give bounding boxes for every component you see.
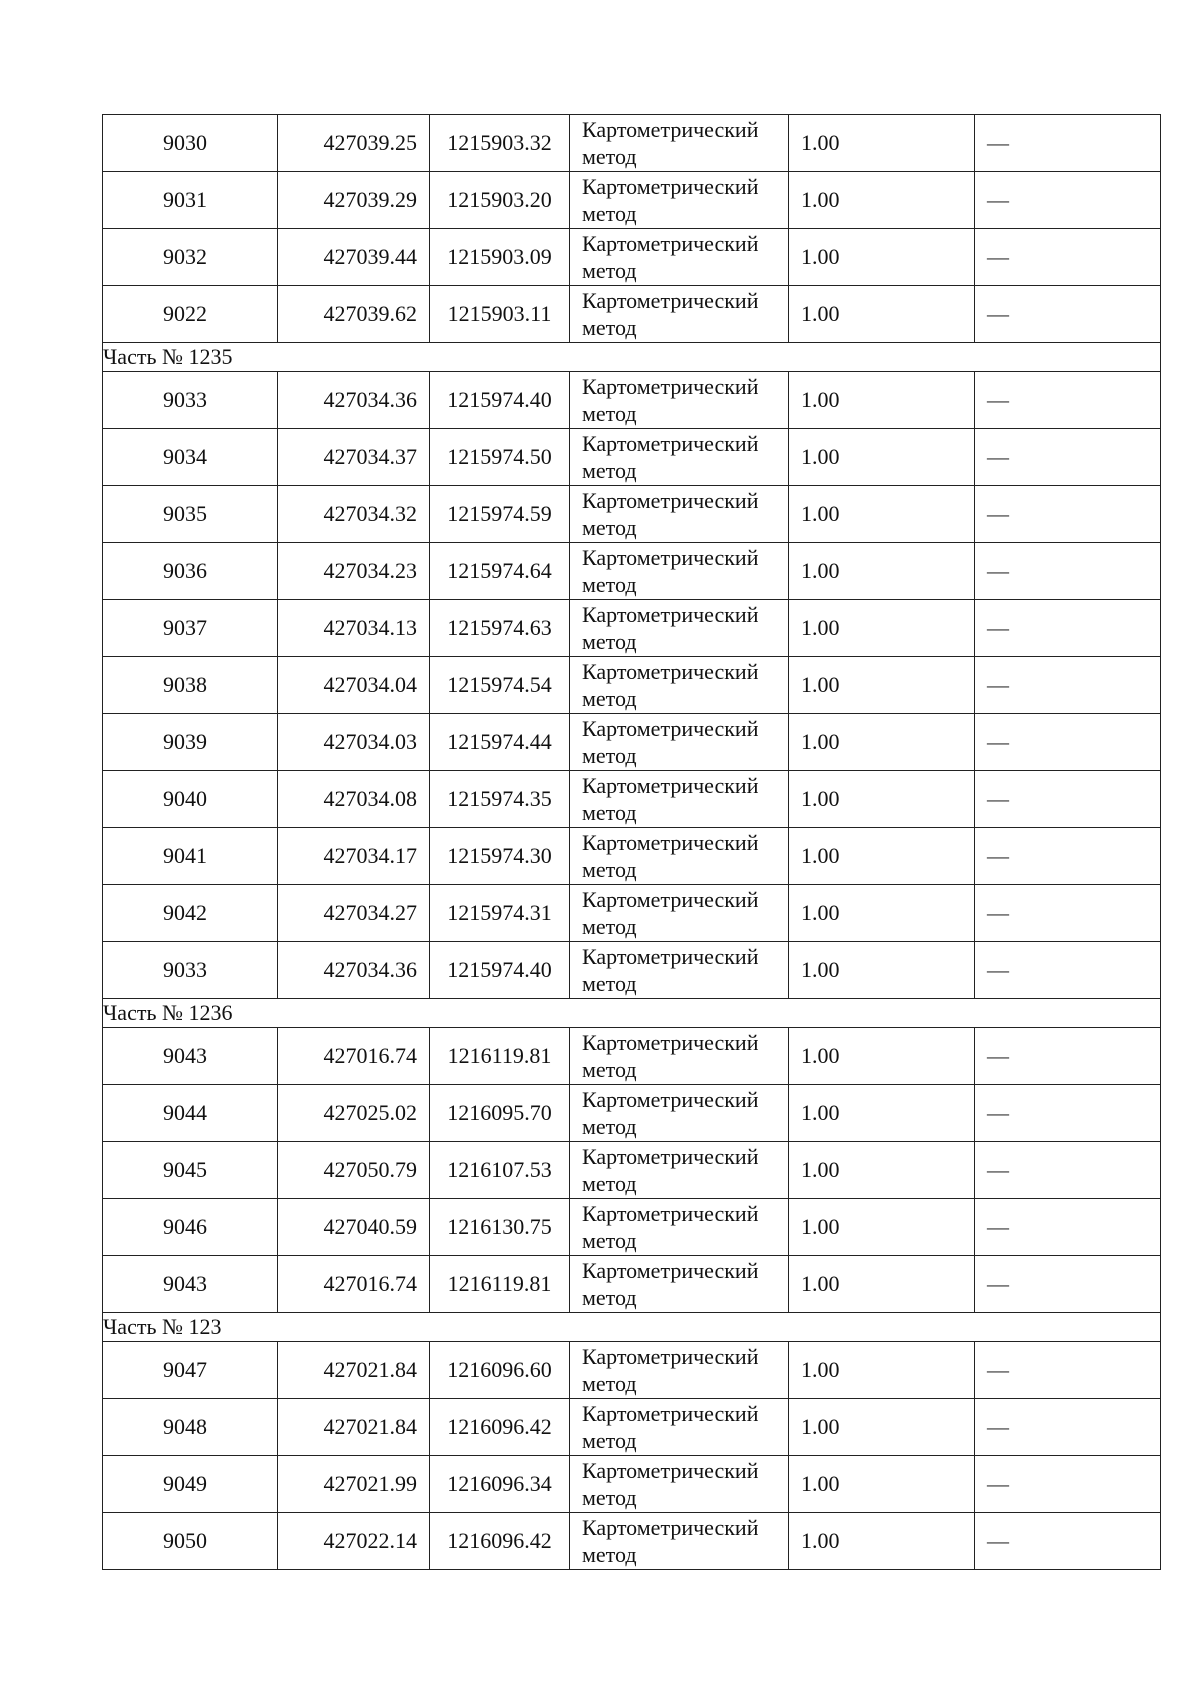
method-line-2: метод xyxy=(582,258,637,283)
method-line-2: метод xyxy=(582,629,637,654)
method-line-1: Картометрический xyxy=(582,830,759,855)
description-cell: — xyxy=(975,115,1161,172)
point-number-cell: 9039 xyxy=(103,714,278,771)
description-cell: — xyxy=(975,828,1161,885)
x-coordinate-cell: 427039.25 xyxy=(278,115,430,172)
x-coordinate-cell: 427034.37 xyxy=(278,429,430,486)
method-line-1: Картометрический xyxy=(582,887,759,912)
method-cell xyxy=(570,885,789,942)
method-line-2: метод xyxy=(582,1114,637,1139)
x-coordinate-cell: 427034.27 xyxy=(278,885,430,942)
method-cell xyxy=(570,1199,789,1256)
method-cell xyxy=(570,600,789,657)
y-coordinate-cell: 1215903.11 xyxy=(430,286,570,343)
method-cell xyxy=(570,286,789,343)
point-number-cell: 9033 xyxy=(103,372,278,429)
x-coordinate-cell: 427034.17 xyxy=(278,828,430,885)
section-header-row xyxy=(103,999,1161,1028)
method-line-1: Картометрический xyxy=(582,545,759,570)
point-number-cell: 9022 xyxy=(103,286,278,343)
point-number-cell: 9042 xyxy=(103,885,278,942)
method-line-2: метод xyxy=(582,914,637,939)
method-line-2: метод xyxy=(582,515,637,540)
description-cell: — xyxy=(975,885,1161,942)
table-row xyxy=(103,1399,1161,1456)
table-row xyxy=(103,372,1161,429)
table-row xyxy=(103,600,1161,657)
point-number-cell: 9040 xyxy=(103,771,278,828)
y-coordinate-cell: 1216107.53 xyxy=(430,1142,570,1199)
y-coordinate-cell: 1215974.54 xyxy=(430,657,570,714)
y-coordinate-cell: 1216095.70 xyxy=(430,1085,570,1142)
point-number-cell: 9030 xyxy=(103,115,278,172)
method-line-2: метод xyxy=(582,1285,637,1310)
accuracy-cell: 1.00 xyxy=(789,1085,975,1142)
section-header-row xyxy=(103,1313,1161,1342)
method-line-1: Картометрический xyxy=(582,374,759,399)
y-coordinate-cell: 1215903.32 xyxy=(430,115,570,172)
description-cell: — xyxy=(975,600,1161,657)
accuracy-cell: 1.00 xyxy=(789,657,975,714)
accuracy-cell: 1.00 xyxy=(789,172,975,229)
description-cell: — xyxy=(975,942,1161,999)
point-number-cell: 9038 xyxy=(103,657,278,714)
table-row xyxy=(103,172,1161,229)
method-line-2: метод xyxy=(582,1371,637,1396)
accuracy-cell: 1.00 xyxy=(789,771,975,828)
x-coordinate-cell: 427034.36 xyxy=(278,942,430,999)
x-coordinate-cell: 427021.84 xyxy=(278,1342,430,1399)
method-line-2: метод xyxy=(582,458,637,483)
y-coordinate-cell: 1215974.64 xyxy=(430,543,570,600)
table-row xyxy=(103,1456,1161,1513)
method-cell xyxy=(570,1342,789,1399)
point-number-cell: 9044 xyxy=(103,1085,278,1142)
method-line-2: метод xyxy=(582,1485,637,1510)
y-coordinate-cell: 1216096.42 xyxy=(430,1513,570,1570)
accuracy-cell: 1.00 xyxy=(789,1199,975,1256)
method-cell xyxy=(570,1256,789,1313)
point-number-cell: 9036 xyxy=(103,543,278,600)
accuracy-cell: 1.00 xyxy=(789,885,975,942)
description-cell: — xyxy=(975,1028,1161,1085)
y-coordinate-cell: 1215974.40 xyxy=(430,372,570,429)
method-cell xyxy=(570,486,789,543)
method-cell xyxy=(570,771,789,828)
point-number-cell: 9035 xyxy=(103,486,278,543)
point-number-cell: 9050 xyxy=(103,1513,278,1570)
method-line-1: Картометрический xyxy=(582,117,759,142)
point-number-cell: 9032 xyxy=(103,229,278,286)
x-coordinate-cell: 427040.59 xyxy=(278,1199,430,1256)
method-line-2: метод xyxy=(582,572,637,597)
method-line-1: Картометрический xyxy=(582,1458,759,1483)
x-coordinate-cell: 427039.62 xyxy=(278,286,430,343)
description-cell: — xyxy=(975,286,1161,343)
method-cell xyxy=(570,1142,789,1199)
table-row xyxy=(103,429,1161,486)
point-number-cell: 9047 xyxy=(103,1342,278,1399)
y-coordinate-cell: 1216096.34 xyxy=(430,1456,570,1513)
accuracy-cell: 1.00 xyxy=(789,1342,975,1399)
table-body xyxy=(103,115,1161,1570)
table-row xyxy=(103,1085,1161,1142)
method-cell xyxy=(570,543,789,600)
method-line-2: метод xyxy=(582,201,637,226)
method-line-2: метод xyxy=(582,857,637,882)
method-line-2: метод xyxy=(582,1428,637,1453)
y-coordinate-cell: 1216119.81 xyxy=(430,1028,570,1085)
method-cell xyxy=(570,1085,789,1142)
y-coordinate-cell: 1215974.35 xyxy=(430,771,570,828)
description-cell: — xyxy=(975,714,1161,771)
table-row xyxy=(103,771,1161,828)
method-line-2: метод xyxy=(582,1057,637,1082)
method-cell xyxy=(570,429,789,486)
method-line-1: Картометрический xyxy=(582,288,759,313)
y-coordinate-cell: 1216130.75 xyxy=(430,1199,570,1256)
method-line-2: метод xyxy=(582,1171,637,1196)
description-cell: — xyxy=(975,229,1161,286)
method-line-1: Картометрический xyxy=(582,602,759,627)
table-row xyxy=(103,1256,1161,1313)
description-cell: — xyxy=(975,486,1161,543)
x-coordinate-cell: 427039.29 xyxy=(278,172,430,229)
point-number-cell: 9034 xyxy=(103,429,278,486)
method-line-1: Картометрический xyxy=(582,174,759,199)
method-line-2: метод xyxy=(582,144,637,169)
accuracy-cell: 1.00 xyxy=(789,828,975,885)
point-number-cell: 9041 xyxy=(103,828,278,885)
x-coordinate-cell: 427025.02 xyxy=(278,1085,430,1142)
method-line-2: метод xyxy=(582,401,637,426)
accuracy-cell: 1.00 xyxy=(789,714,975,771)
table-row xyxy=(103,229,1161,286)
x-coordinate-cell: 427016.74 xyxy=(278,1028,430,1085)
method-line-1: Картометрический xyxy=(582,659,759,684)
y-coordinate-cell: 1215974.31 xyxy=(430,885,570,942)
method-line-1: Картометрический xyxy=(582,231,759,256)
table-row xyxy=(103,1199,1161,1256)
method-cell xyxy=(570,1456,789,1513)
table-row xyxy=(103,1342,1161,1399)
method-cell xyxy=(570,714,789,771)
description-cell: — xyxy=(975,1399,1161,1456)
accuracy-cell: 1.00 xyxy=(789,543,975,600)
table-row xyxy=(103,714,1161,771)
y-coordinate-cell: 1216096.42 xyxy=(430,1399,570,1456)
description-cell: — xyxy=(975,1513,1161,1570)
method-line-1: Картометрический xyxy=(582,1515,759,1540)
y-coordinate-cell: 1215974.63 xyxy=(430,600,570,657)
method-cell xyxy=(570,1513,789,1570)
description-cell: — xyxy=(975,172,1161,229)
accuracy-cell: 1.00 xyxy=(789,115,975,172)
description-cell: — xyxy=(975,1199,1161,1256)
method-line-1: Картометрический xyxy=(582,1401,759,1426)
method-line-2: метод xyxy=(582,1542,637,1567)
y-coordinate-cell: 1216119.81 xyxy=(430,1256,570,1313)
section-header-row xyxy=(103,343,1161,372)
method-line-1: Картометрический xyxy=(582,1344,759,1369)
x-coordinate-cell: 427021.84 xyxy=(278,1399,430,1456)
point-number-cell: 9031 xyxy=(103,172,278,229)
coordinates-table xyxy=(102,114,1161,1570)
method-cell xyxy=(570,657,789,714)
description-cell: — xyxy=(975,1085,1161,1142)
method-line-2: метод xyxy=(582,800,637,825)
method-line-2: метод xyxy=(582,315,637,340)
point-number-cell: 9033 xyxy=(103,942,278,999)
method-cell xyxy=(570,229,789,286)
description-cell: — xyxy=(975,429,1161,486)
method-line-2: метод xyxy=(582,1228,637,1253)
method-line-1: Картометрический xyxy=(582,1201,759,1226)
table-row xyxy=(103,657,1161,714)
description-cell: — xyxy=(975,1342,1161,1399)
accuracy-cell: 1.00 xyxy=(789,942,975,999)
method-line-1: Картометрический xyxy=(582,488,759,513)
point-number-cell: 9049 xyxy=(103,1456,278,1513)
x-coordinate-cell: 427034.08 xyxy=(278,771,430,828)
table-row xyxy=(103,486,1161,543)
x-coordinate-cell: 427021.99 xyxy=(278,1456,430,1513)
method-cell xyxy=(570,1028,789,1085)
method-line-2: метод xyxy=(582,743,637,768)
y-coordinate-cell: 1215974.44 xyxy=(430,714,570,771)
description-cell: — xyxy=(975,657,1161,714)
method-line-1: Картометрический xyxy=(582,1258,759,1283)
method-line-1: Картометрический xyxy=(582,1087,759,1112)
x-coordinate-cell: 427050.79 xyxy=(278,1142,430,1199)
table-row xyxy=(103,828,1161,885)
y-coordinate-cell: 1216096.60 xyxy=(430,1342,570,1399)
x-coordinate-cell: 427034.23 xyxy=(278,543,430,600)
point-number-cell: 9043 xyxy=(103,1256,278,1313)
method-line-1: Картометрический xyxy=(582,944,759,969)
description-cell: — xyxy=(975,543,1161,600)
method-cell xyxy=(570,172,789,229)
description-cell: — xyxy=(975,372,1161,429)
x-coordinate-cell: 427034.36 xyxy=(278,372,430,429)
table-row xyxy=(103,1028,1161,1085)
point-number-cell: 9048 xyxy=(103,1399,278,1456)
description-cell: — xyxy=(975,771,1161,828)
table-row xyxy=(103,115,1161,172)
method-cell xyxy=(570,1399,789,1456)
section-label: Часть № 1236 xyxy=(103,999,1161,1028)
x-coordinate-cell: 427034.03 xyxy=(278,714,430,771)
method-cell xyxy=(570,115,789,172)
accuracy-cell: 1.00 xyxy=(789,1399,975,1456)
method-line-1: Картометрический xyxy=(582,1144,759,1169)
method-line-1: Картометрический xyxy=(582,716,759,741)
method-cell xyxy=(570,828,789,885)
accuracy-cell: 1.00 xyxy=(789,486,975,543)
y-coordinate-cell: 1215903.09 xyxy=(430,229,570,286)
method-line-1: Картометрический xyxy=(582,773,759,798)
point-number-cell: 9043 xyxy=(103,1028,278,1085)
table-row xyxy=(103,885,1161,942)
accuracy-cell: 1.00 xyxy=(789,429,975,486)
y-coordinate-cell: 1215974.30 xyxy=(430,828,570,885)
x-coordinate-cell: 427034.04 xyxy=(278,657,430,714)
method-cell xyxy=(570,942,789,999)
accuracy-cell: 1.00 xyxy=(789,286,975,343)
method-cell xyxy=(570,372,789,429)
x-coordinate-cell: 427034.32 xyxy=(278,486,430,543)
description-cell: — xyxy=(975,1142,1161,1199)
method-line-2: метод xyxy=(582,971,637,996)
accuracy-cell: 1.00 xyxy=(789,1028,975,1085)
x-coordinate-cell: 427039.44 xyxy=(278,229,430,286)
table-row xyxy=(103,1513,1161,1570)
accuracy-cell: 1.00 xyxy=(789,1456,975,1513)
x-coordinate-cell: 427022.14 xyxy=(278,1513,430,1570)
section-label: Часть № 123 xyxy=(103,1313,1161,1342)
accuracy-cell: 1.00 xyxy=(789,1256,975,1313)
x-coordinate-cell: 427016.74 xyxy=(278,1256,430,1313)
point-number-cell: 9037 xyxy=(103,600,278,657)
method-line-2: метод xyxy=(582,686,637,711)
description-cell: — xyxy=(975,1456,1161,1513)
x-coordinate-cell: 427034.13 xyxy=(278,600,430,657)
accuracy-cell: 1.00 xyxy=(789,1513,975,1570)
y-coordinate-cell: 1215903.20 xyxy=(430,172,570,229)
y-coordinate-cell: 1215974.40 xyxy=(430,942,570,999)
y-coordinate-cell: 1215974.59 xyxy=(430,486,570,543)
table-row xyxy=(103,1142,1161,1199)
point-number-cell: 9045 xyxy=(103,1142,278,1199)
point-number-cell: 9046 xyxy=(103,1199,278,1256)
table-row xyxy=(103,543,1161,600)
section-label: Часть № 1235 xyxy=(103,343,1161,372)
accuracy-cell: 1.00 xyxy=(789,1142,975,1199)
description-cell: — xyxy=(975,1256,1161,1313)
accuracy-cell: 1.00 xyxy=(789,372,975,429)
y-coordinate-cell: 1215974.50 xyxy=(430,429,570,486)
accuracy-cell: 1.00 xyxy=(789,229,975,286)
table-row xyxy=(103,286,1161,343)
table-row xyxy=(103,942,1161,999)
method-line-1: Картометрический xyxy=(582,431,759,456)
method-line-1: Картометрический xyxy=(582,1030,759,1055)
accuracy-cell: 1.00 xyxy=(789,600,975,657)
